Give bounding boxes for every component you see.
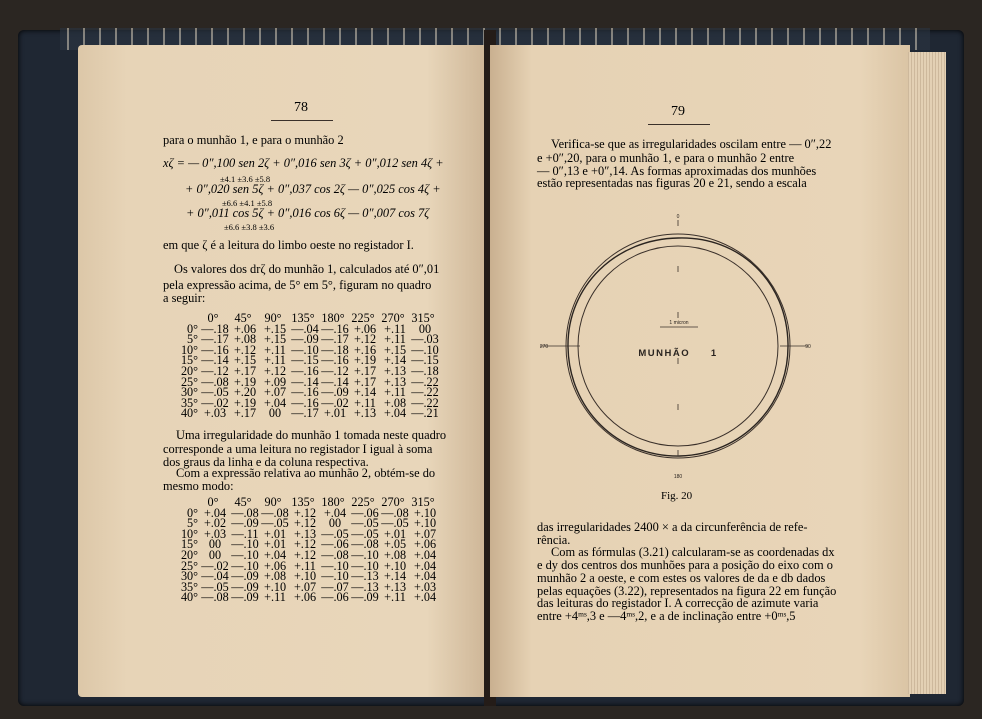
paragraph-2-line-2: corresponde a uma leitura no registador I igual à soma xyxy=(163,442,433,456)
table-row-label: 40° xyxy=(180,406,198,421)
figure-label: MUNHÃO 1 xyxy=(638,348,718,359)
table-cell: —.10 xyxy=(231,537,259,552)
table-cell: +.13 xyxy=(353,406,377,421)
table-cell: +.11 xyxy=(264,342,286,357)
right-paragraph-2-line-5: munhão 2 a oeste, e com estes os valores de da e db dados xyxy=(537,571,826,585)
table-column-header: 45° xyxy=(234,311,252,325)
table-cell: —.22 xyxy=(411,374,439,389)
table-row-label: 35° xyxy=(180,395,198,410)
table-cell: +.07 xyxy=(293,579,317,594)
degree-90-label: 90 xyxy=(805,344,811,350)
table-cell: +.14 xyxy=(383,569,407,584)
journal-shape-figure xyxy=(530,210,820,480)
right-paragraph-2-line-4: e dy dos centros dos munhões para a posição do eixo com o xyxy=(537,558,833,572)
table-row-label: 30° xyxy=(180,385,198,400)
table-cell: —.10 xyxy=(351,558,379,573)
table-cell: —.05 xyxy=(261,516,289,531)
table-cell: —.04 xyxy=(291,321,319,336)
table-cell: +.11 xyxy=(264,590,286,605)
table-cell: +.03 xyxy=(203,406,227,421)
paragraph-1-line-1: Os valores dos drζ do munhão 1, calculados até 0″,01 xyxy=(174,262,440,276)
table-cell: —.08 xyxy=(381,505,409,520)
table-cell: —.04 xyxy=(201,569,229,584)
table-row-label: 40° xyxy=(180,590,198,605)
table-row-label: 10° xyxy=(180,526,198,541)
table-cell: +.03 xyxy=(203,526,227,541)
table-cell: +.06 xyxy=(263,558,287,573)
table-cell: —.10 xyxy=(291,342,319,357)
equation-uncertainty-1: ±4.1 ±3.6 ±5.8 xyxy=(220,174,271,184)
table-cell: +.08 xyxy=(263,569,287,584)
table-cell: —.18 xyxy=(411,363,439,378)
table-cell: +.12 xyxy=(293,516,317,531)
table-cell: —.10 xyxy=(231,547,259,562)
table-cell: +.06 xyxy=(413,537,437,552)
table-cell: —.16 xyxy=(291,395,319,410)
table-cell: +.08 xyxy=(233,332,257,347)
table-row-label: 15° xyxy=(180,353,198,368)
table-row-label: 5° xyxy=(187,516,198,531)
table-column-header: 135° xyxy=(291,311,315,325)
paragraph-1-line-3: a seguir: xyxy=(163,291,206,305)
right-paragraph-2-line-1: das irregularidades 2400 × a da circunferência de refe- xyxy=(537,520,808,534)
table-cell: —.11 xyxy=(231,526,259,541)
table-cell: —.02 xyxy=(321,395,349,410)
table-cell: —.16 xyxy=(321,321,349,336)
table-cell: +.13 xyxy=(293,526,317,541)
table-cell: +.06 xyxy=(233,321,257,336)
table-column-header: 180° xyxy=(321,495,345,509)
table-row-label: 20° xyxy=(180,547,198,562)
left-page-rule xyxy=(271,120,333,121)
equation-line-1: xζ = — 0″,100 sen 2ζ + 0″,016 sen 3ζ + 0″,012 sen 4ζ + xyxy=(163,156,444,170)
table-cell: +.08 xyxy=(383,547,407,562)
degree-0-label: 0 xyxy=(676,214,680,220)
table-cell: +.17 xyxy=(353,374,377,389)
left-page-number: 78 xyxy=(294,100,308,115)
table-cell: +.12 xyxy=(353,332,377,347)
table-cell: +.01 xyxy=(263,537,287,552)
table-cell: —.13 xyxy=(351,569,379,584)
paragraph-1-line-2: pela expressão acima, de 5° em 5°, figuram no quadro xyxy=(163,278,432,292)
table-cell: +.10 xyxy=(413,505,437,520)
paragraph-2-line-5: mesmo modo: xyxy=(163,479,234,493)
table-cell: +.06 xyxy=(353,321,377,336)
table-row-label: 30° xyxy=(180,569,198,584)
table-cell: —.09 xyxy=(231,579,259,594)
table-cell: 00 xyxy=(208,537,222,552)
table-cell: —.05 xyxy=(381,516,409,531)
table-cell: —.09 xyxy=(231,516,259,531)
table-cell: +.15 xyxy=(263,332,287,347)
table-cell: +.11 xyxy=(384,321,406,336)
equation-line-2: + 0″,020 sen 5ζ + 0″,037 cos 2ζ — 0″,025 cos 4ζ + xyxy=(185,182,441,196)
table-cell: +.17 xyxy=(353,363,377,378)
table-row xyxy=(170,592,440,603)
table-column-header: 135° xyxy=(291,495,315,509)
table-row-label: 10° xyxy=(180,342,198,357)
table-cell: —.08 xyxy=(321,547,349,562)
table-cell: —.09 xyxy=(231,569,259,584)
table-cell: —.06 xyxy=(351,505,379,520)
table-cell: +.03 xyxy=(413,579,437,594)
table-cell: 00 xyxy=(208,547,222,562)
table-cell: —.05 xyxy=(321,526,349,541)
after-equation-text: em que ζ é a leitura do limbo oeste no registador I. xyxy=(163,238,414,252)
table-cell: +.12 xyxy=(263,363,287,378)
table-row-label: 15° xyxy=(180,537,198,552)
degree-270-label: 270 xyxy=(539,344,549,350)
table-cell: +.04 xyxy=(323,505,347,520)
table-cell: —.02 xyxy=(201,558,229,573)
table-cell: —.21 xyxy=(411,406,439,421)
table-cell: +.04 xyxy=(263,547,287,562)
table-cell: +.19 xyxy=(353,353,377,368)
table-cell: +.10 xyxy=(293,569,317,584)
table-cell: 00 xyxy=(328,516,342,531)
table-row xyxy=(172,408,440,419)
table-cell: +.11 xyxy=(384,385,406,400)
table-cell: +.15 xyxy=(263,321,287,336)
table-cell: +.08 xyxy=(383,395,407,410)
paragraph-2-line-1: Uma irregularidade do munhão 1 tomada neste quadro xyxy=(176,428,447,442)
page-block-edge xyxy=(908,52,946,694)
table-cell: —.09 xyxy=(291,332,319,347)
table-cell: —.16 xyxy=(201,342,229,357)
table-cell: —.06 xyxy=(321,537,349,552)
table-cell: —.06 xyxy=(321,590,349,605)
table-cell: +.11 xyxy=(264,353,286,368)
table-cell: —.14 xyxy=(201,353,229,368)
table-cell: —.09 xyxy=(351,590,379,605)
table-cell: +.11 xyxy=(384,332,406,347)
table-cell: +.04 xyxy=(263,395,287,410)
table-cell: +.12 xyxy=(233,342,257,357)
table-cell: +.14 xyxy=(353,385,377,400)
table-cell: +.01 xyxy=(323,406,347,421)
right-paragraph-2-line-2: rência. xyxy=(537,533,571,547)
table-cell: +.15 xyxy=(383,342,407,357)
table-column-header: 45° xyxy=(234,495,252,509)
right-paragraph-1-line-3: — 0″,13 e +0″,14. As formas aproximadas dos munhões xyxy=(537,164,817,178)
table-cell: —.09 xyxy=(321,385,349,400)
table-cell: +.17 xyxy=(233,363,257,378)
table-cell: +.10 xyxy=(383,558,407,573)
table-column-header: 0° xyxy=(207,495,219,509)
table-cell: —.15 xyxy=(411,353,439,368)
table-cell: —.22 xyxy=(411,385,439,400)
table-cell: —.08 xyxy=(201,590,229,605)
table-cell: —.10 xyxy=(231,558,259,573)
table-cell: —.18 xyxy=(321,342,349,357)
table-cell: +.12 xyxy=(293,505,317,520)
table-cell: —.09 xyxy=(231,590,259,605)
right-paragraph-1-line-4: estão representadas nas figuras 20 e 21, sendo a escala xyxy=(537,176,807,190)
table-cell: +.19 xyxy=(233,395,257,410)
irregularities-table-1 xyxy=(172,313,440,419)
table-cell: —.16 xyxy=(321,353,349,368)
table-cell: +.20 xyxy=(233,385,257,400)
table-cell: —.08 xyxy=(231,505,259,520)
table-column-header: 0° xyxy=(207,311,219,325)
table-cell: —.10 xyxy=(351,547,379,562)
equation-uncertainty-3: ±6.6 ±3.8 ±3.6 xyxy=(224,222,275,232)
table-cell: +.13 xyxy=(383,374,407,389)
right-paragraph-2-line-8: entre +4ᵐˢ,3 e —4ᵐˢ,2, e a de inclinação entre +0ᵐˢ,5 xyxy=(537,609,796,623)
table-cell: —.22 xyxy=(411,395,439,410)
figure-caption: Fig. 20 xyxy=(661,490,693,502)
table-cell: —.18 xyxy=(201,321,229,336)
table-column-header: 225° xyxy=(351,495,375,509)
table-row-label: 35° xyxy=(180,579,198,594)
table-row-label: 20° xyxy=(180,363,198,378)
table-cell: —.10 xyxy=(411,342,439,357)
intro-line: para o munhão 1, e para o munhão 2 xyxy=(163,133,344,147)
table-cell: +.07 xyxy=(263,385,287,400)
table-cell: +.13 xyxy=(383,579,407,594)
table-cell: —.02 xyxy=(201,395,229,410)
table-cell: +.01 xyxy=(263,526,287,541)
table-cell: —.15 xyxy=(291,353,319,368)
table-cell: +.11 xyxy=(354,395,376,410)
table-cell: +.17 xyxy=(233,406,257,421)
paragraph-2-line-4: Com a expressão relativa ao munhão 2, obtém-se do xyxy=(176,466,436,480)
table-column-header: 90° xyxy=(264,495,282,509)
table-cell: +.16 xyxy=(353,342,377,357)
table-column-header: 225° xyxy=(351,311,375,325)
table-column-header: 270° xyxy=(381,495,405,509)
right-paragraph-2-line-3: Com as fórmulas (3.21) calcularam-se as coordenadas dx xyxy=(551,545,835,559)
table-cell: —.17 xyxy=(291,406,319,421)
table-cell: —.08 xyxy=(261,505,289,520)
table-cell: —.12 xyxy=(201,363,229,378)
right-paragraph-1-line-2: e +0″,20, para o munhão 1, e para o munhão 2 entre xyxy=(537,151,795,165)
table-cell: —.10 xyxy=(321,558,349,573)
table-column-header: 315° xyxy=(411,311,435,325)
table-cell: +.04 xyxy=(413,547,437,562)
table-row-label: 25° xyxy=(180,374,198,389)
table-cell: +.10 xyxy=(413,516,437,531)
table-cell: +.02 xyxy=(203,516,227,531)
table-row-label: 25° xyxy=(180,558,198,573)
table-cell: —.16 xyxy=(291,385,319,400)
table-cell: —.05 xyxy=(351,516,379,531)
table-row-label: 5° xyxy=(187,332,198,347)
table-column-header: 270° xyxy=(381,311,405,325)
table-column-header: 315° xyxy=(411,495,435,509)
table-cell: —.10 xyxy=(321,569,349,584)
table-cell: 00 xyxy=(268,406,282,421)
table-cell: —.16 xyxy=(291,363,319,378)
paragraph-2-line-3: dos graus da linha e da coluna respectiva. xyxy=(163,455,369,469)
table-cell: +.01 xyxy=(383,526,407,541)
table-cell: +.04 xyxy=(413,558,437,573)
table-cell: +.14 xyxy=(383,353,407,368)
table-cell: +.09 xyxy=(263,374,287,389)
table-cell: —.05 xyxy=(351,526,379,541)
equation-line-3: + 0″,011 cos 5ζ + 0″,016 cos 6ζ — 0″,007 cos 7ζ xyxy=(186,206,430,220)
right-paragraph-2-line-7: das leituras do registador I. A correcção de azimute varia xyxy=(537,596,819,610)
degree-180-label: 180 xyxy=(673,474,683,480)
table-cell: —.17 xyxy=(201,332,229,347)
table-cell: —.08 xyxy=(201,374,229,389)
table-cell: +.07 xyxy=(413,526,437,541)
table-cell: +.04 xyxy=(413,590,437,605)
equation-uncertainty-2: ±6.6 ±4.1 ±5.8 xyxy=(222,198,273,208)
table-cell: +.12 xyxy=(293,547,317,562)
table-cell: —.12 xyxy=(321,363,349,378)
right-page-number: 79 xyxy=(671,104,685,119)
table-cell: —.03 xyxy=(411,332,439,347)
table-cell: —.14 xyxy=(291,374,319,389)
table-row-label: 0° xyxy=(187,505,198,520)
table-cell: +.11 xyxy=(294,558,316,573)
table-cell: +.04 xyxy=(203,505,227,520)
right-paragraph-1-line-1: Verifica-se que as irregularidades oscilam entre — 0″,22 xyxy=(551,137,832,151)
table-column-header: 90° xyxy=(264,311,282,325)
table-cell: 00 xyxy=(418,321,432,336)
table-cell: —.05 xyxy=(201,385,229,400)
table-cell: +.12 xyxy=(293,537,317,552)
table-cell: —.17 xyxy=(321,332,349,347)
table-cell: +.19 xyxy=(233,374,257,389)
reference-circle-inner xyxy=(578,246,778,446)
table-cell: +.06 xyxy=(293,590,317,605)
table-cell: +.11 xyxy=(384,590,406,605)
right-paragraph-2-line-6: pelas equações (3.22), representados na figura 22 em função xyxy=(537,584,837,598)
table-cell: —.14 xyxy=(321,374,349,389)
table-cell: —.13 xyxy=(351,579,379,594)
table-column-header: 180° xyxy=(321,311,345,325)
table-cell: —.07 xyxy=(321,579,349,594)
table-cell: +.04 xyxy=(413,569,437,584)
table-cell: +.13 xyxy=(383,363,407,378)
right-page-rule xyxy=(648,124,710,125)
table-cell: —.05 xyxy=(201,579,229,594)
table-cell: +.15 xyxy=(233,353,257,368)
table-cell: +.04 xyxy=(383,406,407,421)
irregularities-table-2 xyxy=(170,497,440,603)
table-cell: +.10 xyxy=(263,579,287,594)
scale-label: 1 micron xyxy=(669,320,689,326)
table-cell: —.08 xyxy=(351,537,379,552)
table-row-label: 0° xyxy=(187,321,198,336)
table-cell: +.05 xyxy=(383,537,407,552)
